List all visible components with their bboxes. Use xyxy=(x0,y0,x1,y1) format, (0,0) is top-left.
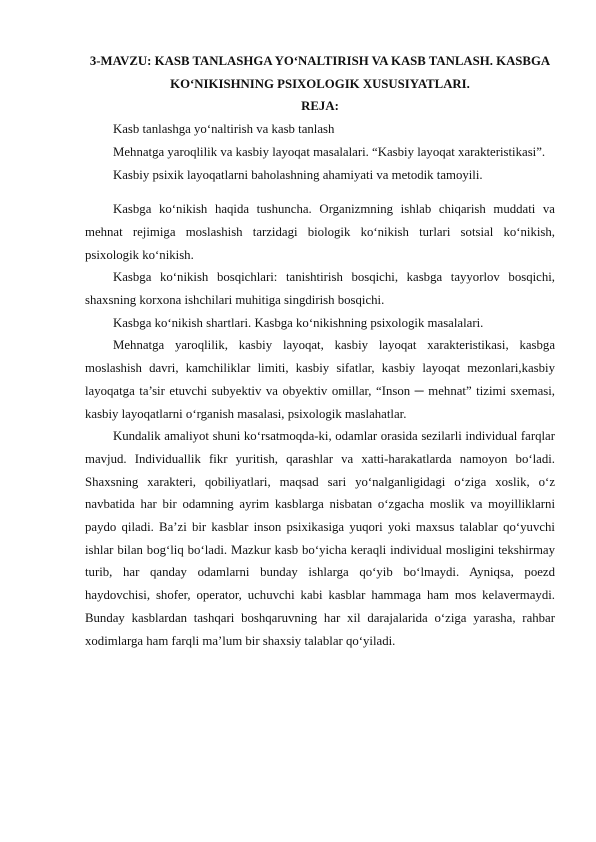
plan-item-1: Kasb tanlashga yo‘naltirish va kasb tanlash xyxy=(113,122,335,137)
paragraph-adaptation-conditions: Kasbga ko‘nikish shartlari. Kasbga ko‘nikishning psixologik masalalari. xyxy=(113,315,484,330)
paragraph-adaptation-stages: Kasbga ko‘nikish bosqichlari: tanishtirish bosqichi, kasbga tayyorlov bosqichi, shaxsning korxona ishchilari muhitiga singdirish bosqichi. xyxy=(85,270,555,308)
paragraph-main-text: Kundalik amaliyot shuni ko‘rsatmoqda-ki, odamlar orasida sezilarli individual farqlar mavjud. Individuallik fikr yuritish, qarashlar va xatti-harakatlarda namoyon bo‘ladi. Shaxsning xarakteri, qobiliyatlari, maqsad sari yo‘nalganligidagi o‘ziga xoslik, o‘z navbatida har bir odamning ayrim kasblarga nisbatan o‘zgacha moslik va moyilliklarni paydo qiladi. Ba’zi bir kasblar inson psixikasiga yuqori yoki maxsus talablar qo‘yuvchi ishlar bilan bog‘liq bo‘ladi. Mazkur kasb bo‘yicha keraqli individual mosligini tekshirmay turib, har qanday odamlarni bunday ishlarga qo‘yib bo‘lmaydi. Ayniqsa, poezd haydovchisi, shofer, operator, uchuvchi kabi kasblar hammaga ham mos kelavermaydi. Bunday kasblardan tashqari boshqaruvning har xil darajalarida o‘ziga yarasha, rahbar xodimlarga ham farqli ma’lum bir shaxsiy talablar qo‘yiladi. xyxy=(85,429,555,648)
paragraph-key-terms: Mehnatga yaroqlilik, kasbiy layoqat, kasbiy layoqat xarakteristikasi, kasbga moslashish davri, kamchiliklar limiti, kasbiy sifatlar, kasbiy layoqat mezonlari,kasbiy layoqatga ta’sir etuvchi subyektiv va obyektiv omillar, “Inson ─ mehnat” tizimi sxemasi, kasbiy layoqatlarni o‘rganish masalasi, psixologik maslahatlar. xyxy=(85,338,555,421)
plan-heading: REJA: xyxy=(301,99,339,114)
document-page xyxy=(85,50,555,652)
plan-item-3: Kasbiy psixik layoqatlarni baholashning ahamiyati va metodik tamoyili. xyxy=(113,167,483,182)
paragraph-adaptation-concept: Kasbga ko‘nikish haqida tushuncha. Organizmning ishlab chiqarish muddati va mehnat rejimiga moslashish tarzidagi biologik ko‘nikish turlari sotsial ko‘nikish, psixologik ko‘nikish. xyxy=(85,202,555,262)
plan-item-2: Mehnatga yaroqlilik va kasbiy layoqat masalalari. “Kasbiy layoqat xarakteristikasi”. xyxy=(113,144,546,159)
document-title: 3-MAVZU: KASB TANLASHGA YO‘NALTIRISH VA KASB TANLASH. KASBGA KO‘NIKISHNING PSIXOLOGIK XUSUSIYATLARI. xyxy=(89,54,551,91)
section-gap xyxy=(85,186,555,198)
